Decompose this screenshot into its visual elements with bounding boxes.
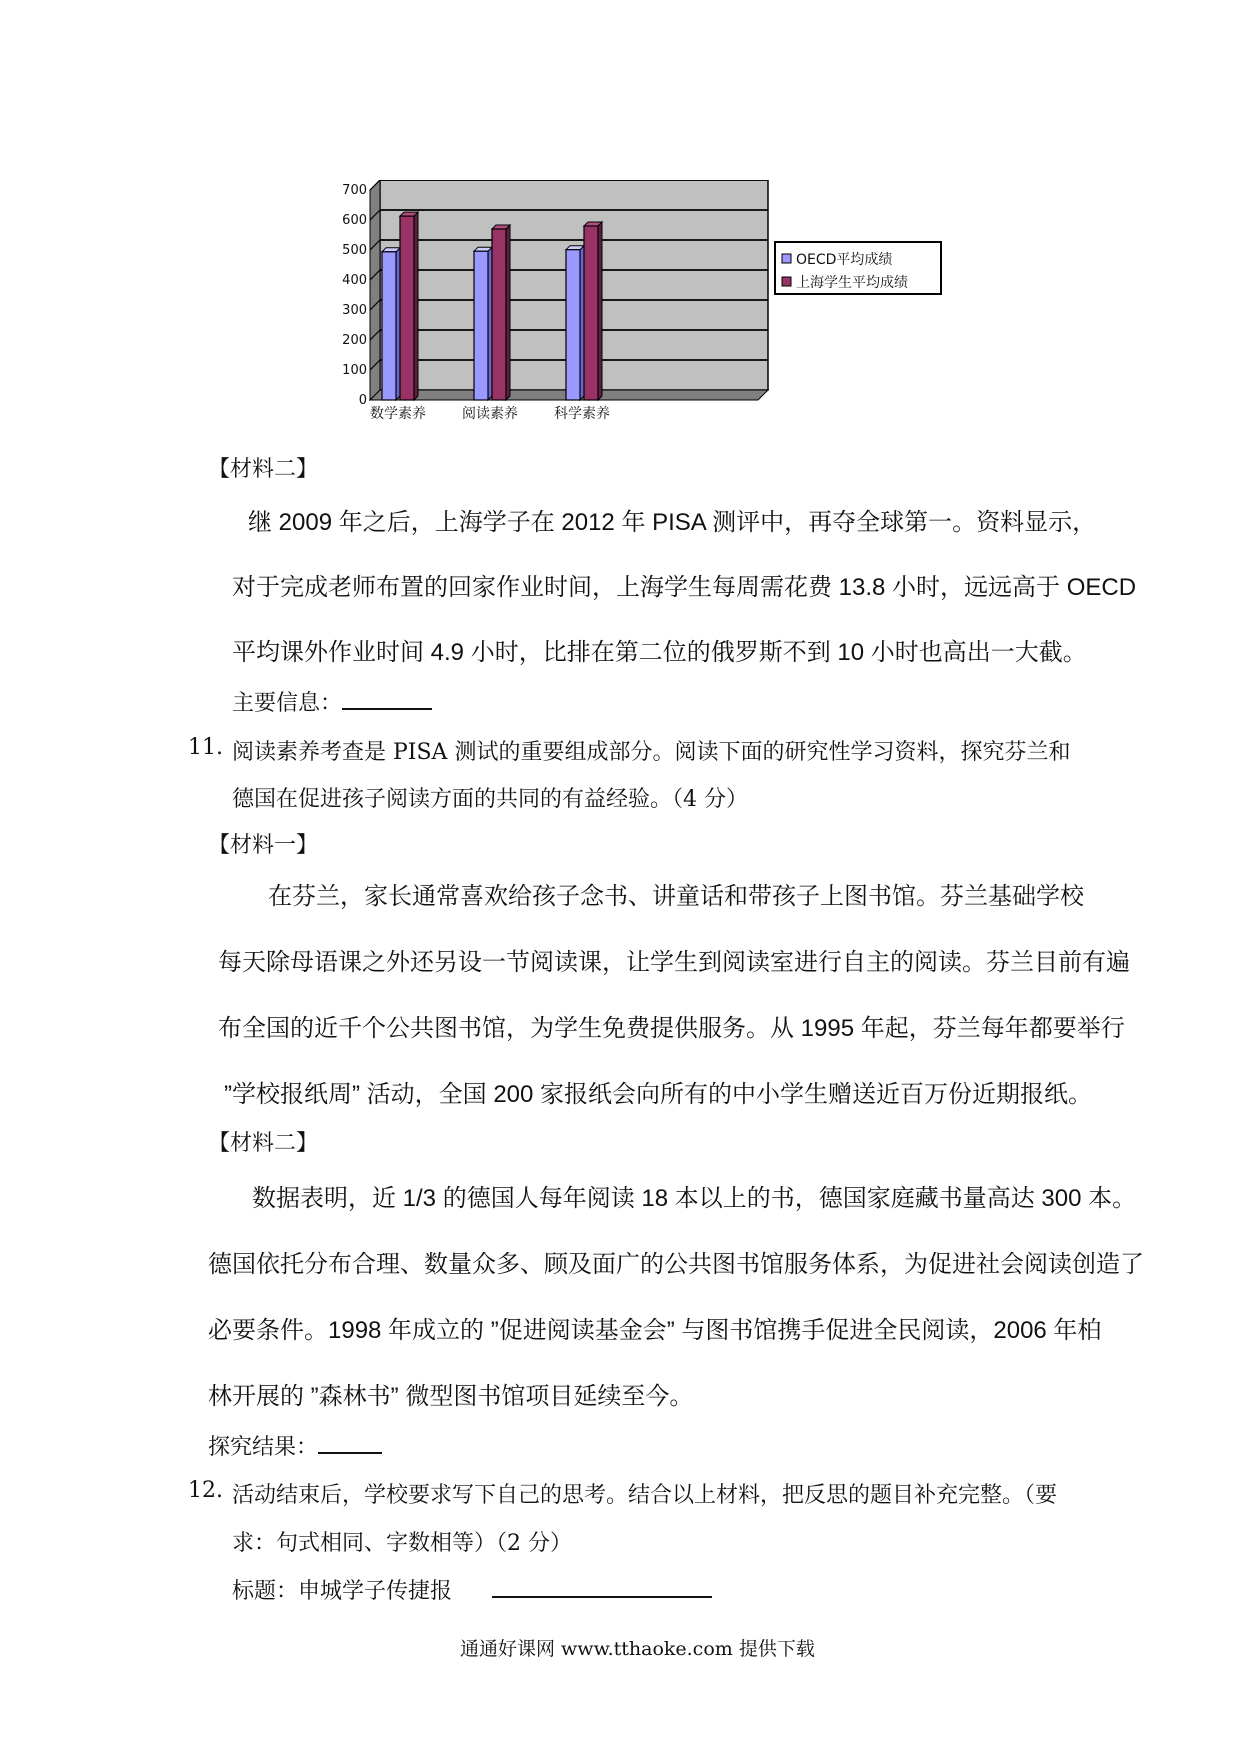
bar-top: [584, 222, 602, 226]
bar-top: [382, 248, 400, 252]
legend-swatch: [782, 254, 791, 263]
question-12-line-1: 活动结束后，学校要求写下自己的思考。结合以上材料，把反思的题目补充完整。（要: [232, 1483, 1058, 1508]
result-answer-blank[interactable]: [318, 1430, 382, 1454]
x-tick-label: 数学素养: [370, 406, 426, 420]
title-answer-blank[interactable]: [492, 1574, 712, 1598]
q11-material1-label: 【材料一】: [208, 833, 319, 858]
legend-label: 上海学生平均成绩: [796, 275, 908, 291]
q11-material2-line-2: 德国依托分布合理、数量众多、顾及面广的公共图书馆服务体系，为促进社会阅读创造了: [208, 1251, 1144, 1278]
question-12-line-2: 求：句式相同、字数相等）（2 分）: [232, 1531, 572, 1556]
y-tick-label: 700: [342, 183, 367, 198]
y-tick-label: 500: [342, 243, 367, 258]
bar: [584, 226, 598, 400]
title-row: [232, 1574, 712, 1605]
q11-material1-line-2: 每天除母语课之外还另设一节阅读课，让学生到阅读室进行自主的阅读。芬兰目前有遍: [218, 949, 1130, 976]
q11-material2-label: 【材料二】: [208, 1131, 319, 1156]
question-11-line-2: 德国在促进孩子阅读方面的共同的有益经验。（4 分）: [232, 787, 748, 812]
main-info-answer-blank[interactable]: [342, 686, 432, 710]
bar: [474, 251, 488, 400]
y-tick-label: 400: [342, 273, 367, 288]
bar: [492, 229, 506, 400]
material2-line-1: 继 2009 年之后，上海学子在 2012 年 PISA 测评中，再夺全球第一。资料显示，: [248, 509, 1097, 536]
bar: [566, 250, 580, 400]
legend-swatch: [782, 277, 791, 286]
q11-material2-line-4: 林开展的 ”森林书” 微型图书馆项目延续至今。: [208, 1383, 694, 1410]
material2-line-2: 对于完成老师布置的回家作业时间，上海学生每周需花费 13.8 小时，远远高于 OECD: [232, 574, 1137, 601]
x-tick-label: 阅读素养: [462, 406, 518, 420]
y-tick-label: 200: [342, 333, 367, 348]
bar-side: [414, 212, 418, 400]
y-tick-label: 100: [342, 363, 367, 378]
bar-top: [474, 247, 492, 251]
q11-material2-line-1: 数据表明，近 1/3 的德国人每年阅读 18 本以上的书，德国家庭藏书量高达 300 本。: [252, 1185, 1137, 1212]
bar: [400, 216, 414, 400]
plot-side-wall: [370, 180, 380, 400]
y-tick-label: 600: [342, 213, 367, 228]
material2-line-3: 平均课外作业时间 4.9 小时，比排在第二位的俄罗斯不到 10 小时也高出一大截。: [232, 639, 1087, 666]
pisa-score-bar-chart: [340, 180, 1020, 420]
title-label: 标题：申城学子传捷报: [232, 1579, 453, 1604]
bar-top: [492, 225, 510, 229]
main-info-label: 主要信息：: [232, 691, 343, 716]
x-tick-label: 科学素养: [554, 406, 610, 420]
material2-label: 【材料二】: [208, 457, 319, 482]
bar-side: [488, 247, 492, 400]
result-row: [208, 1430, 382, 1461]
q11-material1-line-4: ”学校报纸周” 活动，全国 200 家报纸会向所有的中小学生赠送近百万份近期报纸。: [224, 1081, 1093, 1108]
y-tick-label: 0: [358, 393, 367, 408]
page-footer: 通通好课网 www.tthaoke.com 提供下载: [460, 1638, 815, 1660]
legend-label: OECD平均成绩: [796, 252, 893, 268]
result-label: 探究结果：: [208, 1435, 319, 1460]
q11-material2-line-3: 必要条件。1998 年成立的 ”促进阅读基金会” 与图书馆携手促进全民阅读，2006 年柏: [208, 1317, 1102, 1344]
main-info-row: [232, 686, 432, 717]
q11-material1-line-1: 在芬兰，家长通常喜欢给孩子念书、讲童话和带孩子上图书馆。芬兰基础学校: [268, 883, 1084, 910]
question-11-number: 11.: [188, 735, 223, 760]
bar: [382, 252, 396, 400]
bar-side: [506, 225, 510, 400]
question-11-line-1: 阅读素养考查是 PISA 测试的重要组成部分。阅读下面的研究性学习资料，探究芬兰和: [232, 740, 1071, 765]
y-tick-label: 300: [342, 303, 367, 318]
question-12-number: 12.: [188, 1478, 223, 1503]
bar-top: [566, 246, 584, 250]
bar-side: [396, 248, 400, 400]
q11-material1-line-3: 布全国的近千个公共图书馆，为学生免费提供服务。从 1995 年起，芬兰每年都要举行: [218, 1015, 1125, 1042]
